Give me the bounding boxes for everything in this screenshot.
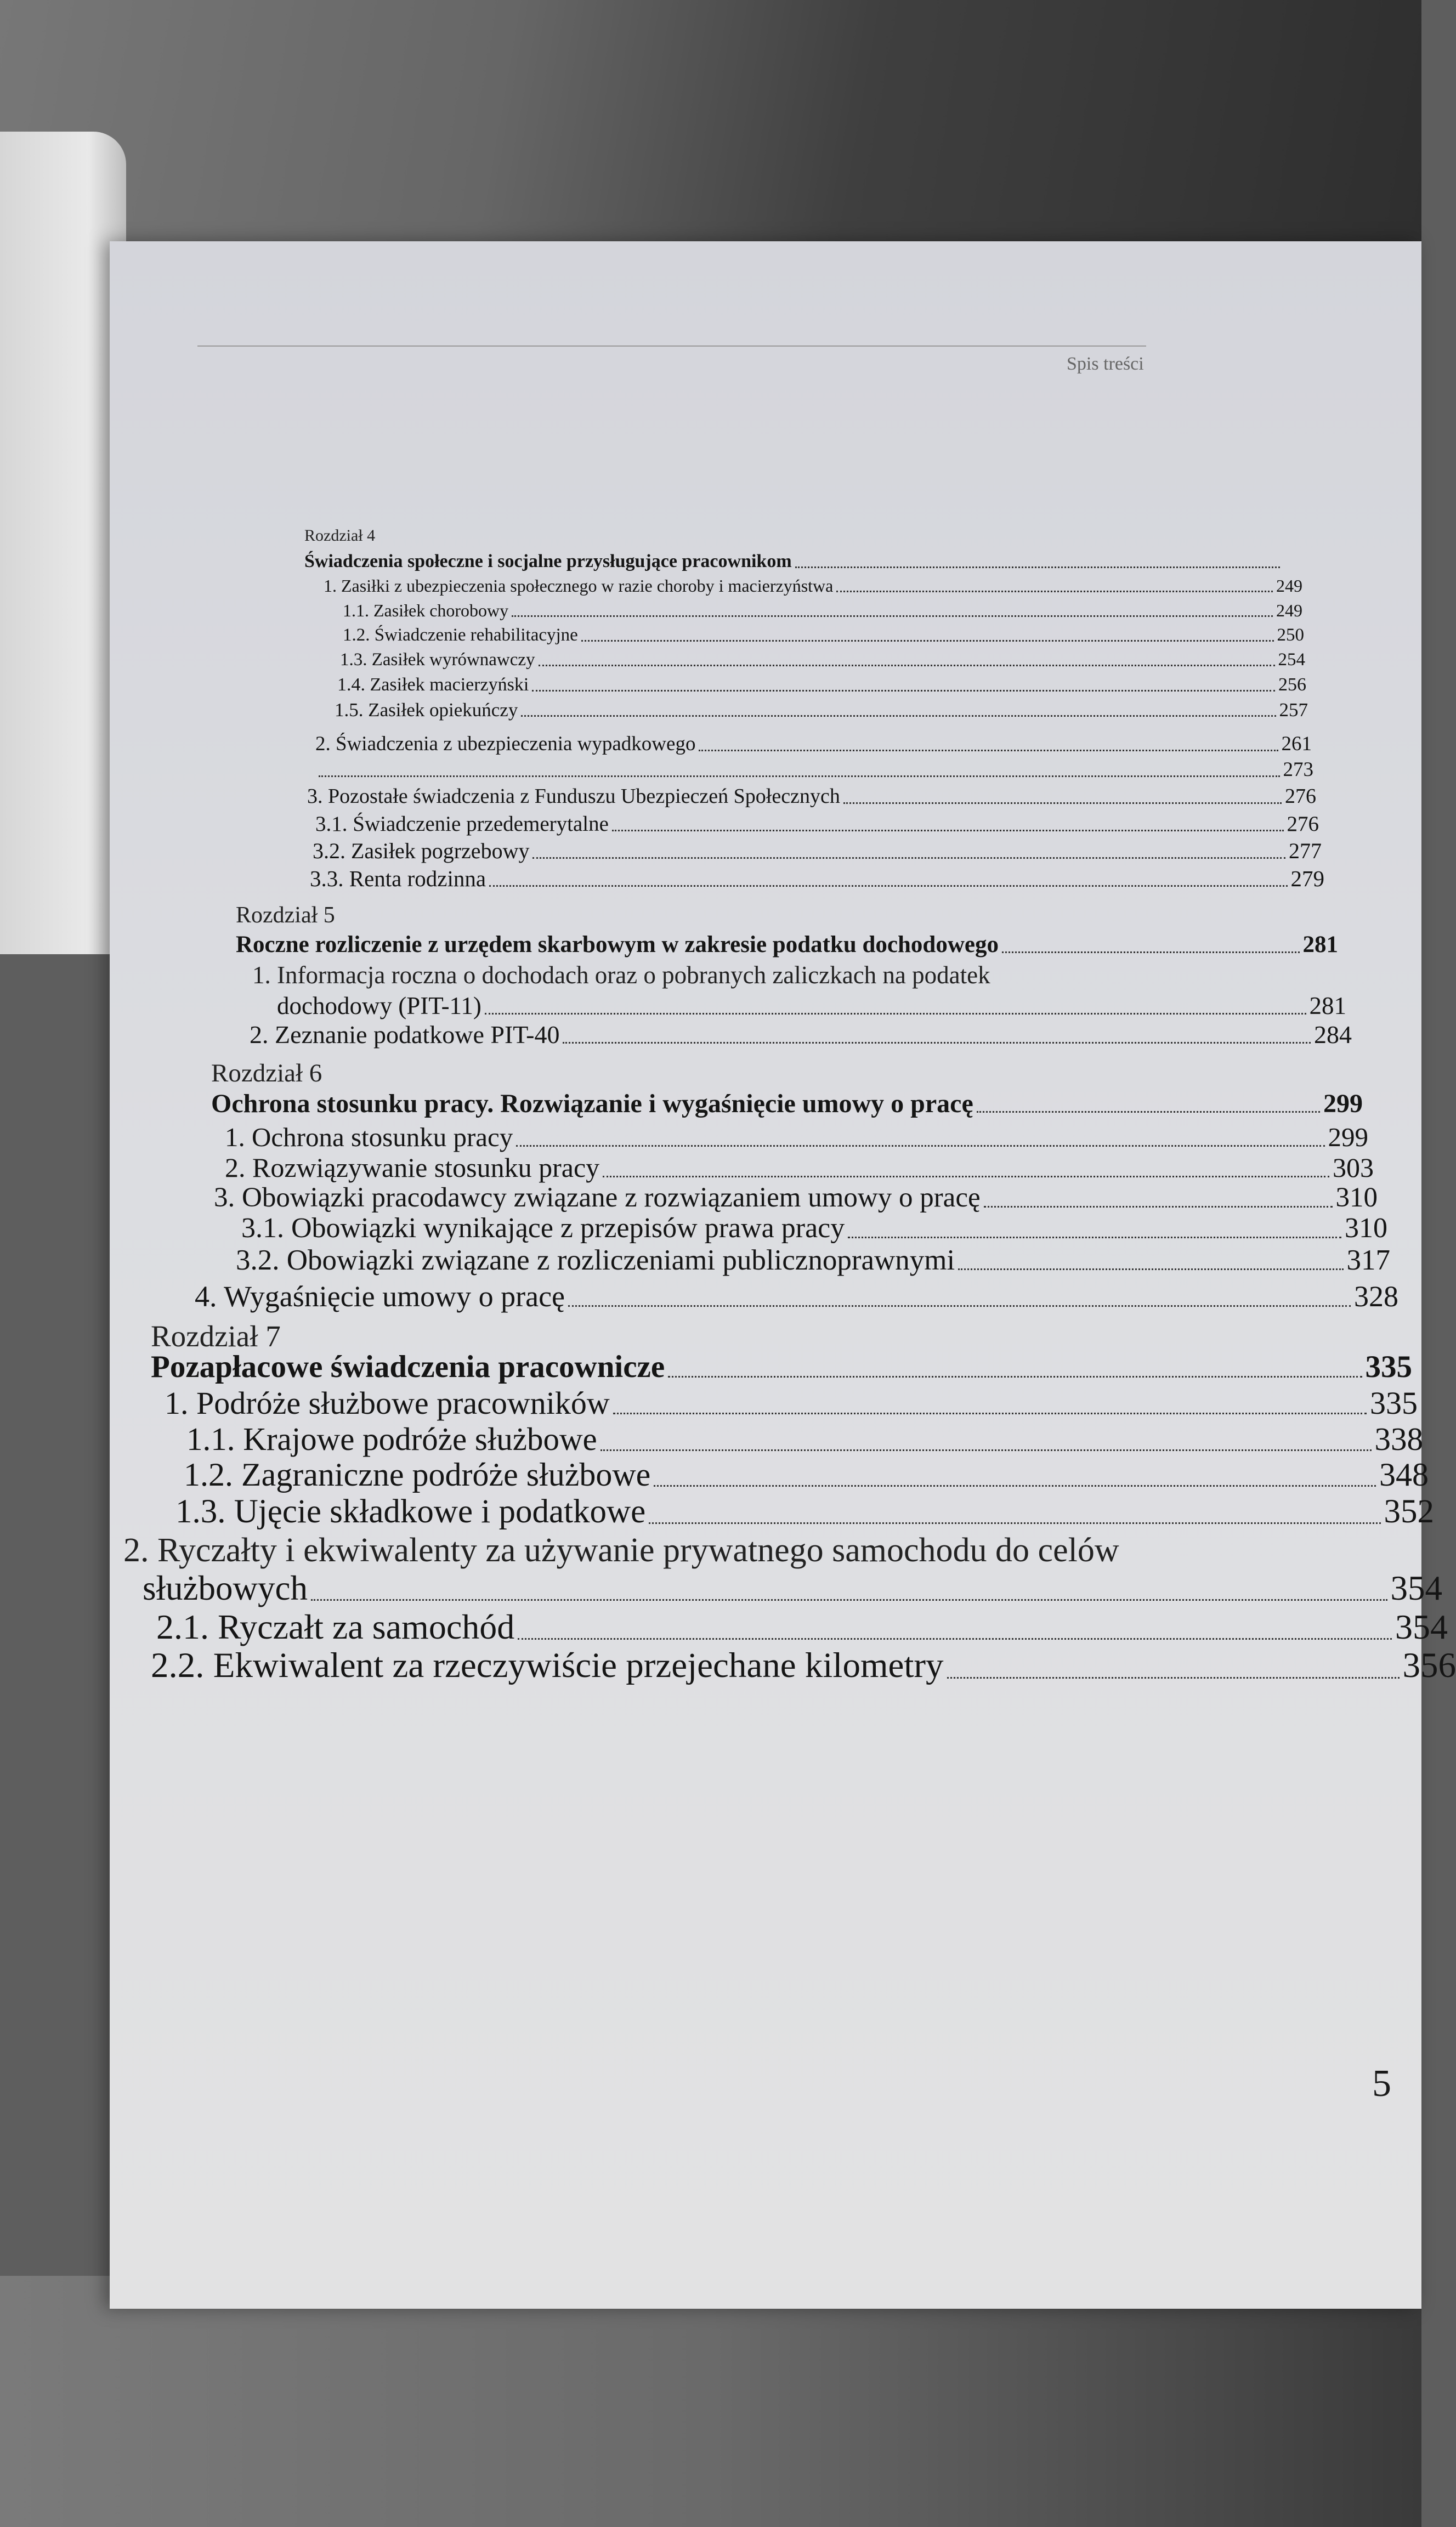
dot-leader xyxy=(581,640,1274,642)
toc-entry-text: 1. Ochrona stosunku pracy xyxy=(225,1122,513,1152)
toc-page-number: 310 xyxy=(1335,1182,1378,1213)
dot-leader xyxy=(319,775,1280,777)
toc-entry-text: 2. Zeznanie podatkowe PIT-40 xyxy=(250,1021,560,1049)
toc-page-number: 257 xyxy=(1279,699,1308,721)
toc-page-number: 281 xyxy=(1302,932,1338,957)
dot-leader xyxy=(649,1522,1380,1524)
background-bottom xyxy=(0,2276,1421,2527)
table-of-contents xyxy=(110,241,1456,2309)
dot-leader xyxy=(603,1176,1329,1177)
toc-entry xyxy=(343,625,1304,645)
previous-page-edge xyxy=(0,132,126,954)
toc-entry xyxy=(310,865,1324,892)
chapter-label: Rozdział 5 xyxy=(236,903,335,928)
toc-page-number: 354 xyxy=(1395,1607,1448,1646)
dot-leader xyxy=(843,802,1282,804)
chapter-label: Rozdział 7 xyxy=(151,1319,281,1353)
dot-leader xyxy=(311,1599,1387,1601)
toc-page-number: 348 xyxy=(1379,1457,1429,1493)
dot-leader xyxy=(795,566,1280,568)
toc-page-number: 354 xyxy=(1390,1569,1442,1607)
toc-page-number: 273 xyxy=(1283,758,1313,781)
toc-entry xyxy=(337,675,1306,695)
toc-page-number: 261 xyxy=(1281,733,1312,755)
toc-page-number: 299 xyxy=(1328,1122,1368,1152)
toc-entry xyxy=(313,838,1322,864)
dot-leader xyxy=(563,1042,1311,1044)
toc-entry xyxy=(324,576,1302,596)
toc-entry xyxy=(307,784,1316,808)
toc-entry-text: 3. Obowiązki pracodawcy związane z rozwiązaniem umowy o pracę xyxy=(214,1182,981,1213)
toc-page-number: 356 xyxy=(1402,1646,1456,1685)
toc-page-number: 256 xyxy=(1278,675,1306,695)
dot-leader xyxy=(600,1449,1372,1451)
toc-page-number: 338 xyxy=(1374,1421,1423,1457)
toc-entry xyxy=(195,1279,1398,1313)
toc-page-number: 284 xyxy=(1314,1021,1352,1049)
toc-entry xyxy=(335,699,1308,721)
toc-entry-text: 1.3. Zasiłek wyrównawczy xyxy=(340,650,535,670)
toc-entry xyxy=(340,650,1305,670)
toc-entry xyxy=(184,1456,1429,1494)
toc-page-number: 335 xyxy=(1370,1385,1418,1421)
toc-entry-text: Pozapłacowe świadczenia pracownicze xyxy=(151,1350,665,1384)
toc-entry xyxy=(315,812,1319,836)
toc-entry-text: Roczne rozliczenie z urzędem skarbowym w zakresie podatku dochodowego xyxy=(236,932,999,957)
toc-entry-text: 3.2. Zasiłek pogrzebowy xyxy=(313,838,530,863)
toc-entry-text: 3.1. Świadczenie przedemerytalne xyxy=(315,812,609,836)
dot-leader xyxy=(699,750,1278,751)
toc-page-number: 250 xyxy=(1277,625,1304,645)
dot-leader xyxy=(612,830,1284,831)
toc-entry xyxy=(214,1182,1378,1214)
toc-entry xyxy=(241,1212,1387,1244)
book-page xyxy=(110,241,1456,2309)
toc-page-number: 352 xyxy=(1384,1493,1434,1530)
dot-leader xyxy=(836,591,1273,592)
toc-page-number: 281 xyxy=(1309,992,1346,1019)
toc-page-number: 277 xyxy=(1289,838,1322,863)
toc-entry-text: 2. Ryczałty i ekwiwalenty za używanie prywatnego samochodu do celów xyxy=(123,1532,1119,1569)
toc-entry-text: Świadczenia społeczne i socjalne przysługujące pracownikom xyxy=(304,551,792,571)
toc-entry xyxy=(277,991,1346,1020)
toc-page-number: 249 xyxy=(1276,576,1302,596)
toc-entry-text: 2.2. Ekwiwalent za rzeczywiście przejechane kilometry xyxy=(151,1646,944,1685)
toc-entry-text: 1.1. Zasiłek chorobowy xyxy=(343,600,509,620)
page-number: 5 xyxy=(1372,2063,1391,2105)
dot-leader xyxy=(568,1305,1351,1307)
dot-leader xyxy=(521,715,1276,717)
chapter-title-entry xyxy=(304,551,1283,572)
dot-leader xyxy=(539,665,1275,666)
dot-leader xyxy=(489,885,1287,887)
toc-entry xyxy=(343,600,1302,621)
dot-leader xyxy=(977,1111,1320,1113)
toc-page-number: 276 xyxy=(1285,785,1316,808)
dot-leader xyxy=(516,1145,1324,1147)
toc-entry-text: 1.2. Zagraniczne podróże służbowe xyxy=(184,1457,651,1493)
dot-leader xyxy=(947,1677,1400,1679)
toc-page-number: 328 xyxy=(1354,1280,1398,1313)
toc-entry-text: 1.2. Świadczenie rehabilitacyjne xyxy=(343,625,578,645)
toc-entry-text: 1. Informacja roczna o dochodach oraz o pobranych zaliczkach na podatek xyxy=(252,961,990,989)
dot-leader xyxy=(518,1638,1392,1640)
toc-entry-text: 3.3. Renta rodzinna xyxy=(310,866,486,891)
toc-entry-text: 2.1. Ryczałt za samochód xyxy=(156,1607,515,1646)
toc-entry-text: 1.1. Krajowe podróże służbowe xyxy=(186,1421,597,1457)
chapter-title-entry xyxy=(236,931,1338,958)
toc-entry xyxy=(315,732,1312,756)
toc-entry xyxy=(225,1121,1368,1153)
toc-page-number: 303 xyxy=(1333,1152,1374,1183)
toc-page-number: 310 xyxy=(1345,1212,1387,1244)
toc-entry-text: 1.4. Zasiłek macierzyński xyxy=(337,675,529,695)
toc-page-number: 254 xyxy=(1278,650,1305,670)
toc-entry xyxy=(236,1244,1390,1277)
dot-leader xyxy=(654,1485,1376,1487)
toc-entry xyxy=(315,758,1313,781)
dot-leader xyxy=(532,690,1275,692)
toc-entry-text: służbowych xyxy=(143,1569,308,1607)
toc-page-number: 249 xyxy=(1276,600,1302,620)
dot-leader xyxy=(512,615,1273,617)
toc-entry-text: 1.5. Zasiłek opiekuńczy xyxy=(335,699,518,721)
dot-leader xyxy=(1002,951,1300,953)
toc-entry xyxy=(175,1493,1434,1531)
dot-leader xyxy=(532,857,1285,859)
dot-leader xyxy=(848,1237,1341,1238)
toc-page-number: 335 xyxy=(1365,1350,1412,1384)
toc-entry xyxy=(225,1152,1374,1183)
toc-entry xyxy=(151,1645,1456,1686)
dot-leader xyxy=(984,1206,1333,1208)
toc-entry xyxy=(165,1385,1418,1421)
toc-entry xyxy=(156,1607,1448,1647)
toc-entry xyxy=(250,1020,1352,1049)
dot-leader xyxy=(668,1376,1362,1378)
toc-entry-text: 3.1. Obowiązki wynikające z przepisów prawa pracy xyxy=(241,1212,845,1244)
toc-entry-text: Ochrona stosunku pracy. Rozwiązanie i wygaśnięcie umowy o pracę xyxy=(211,1089,973,1118)
dot-leader xyxy=(485,1013,1306,1015)
toc-entry xyxy=(186,1420,1423,1458)
toc-page-number: 299 xyxy=(1323,1089,1363,1118)
dot-leader xyxy=(958,1268,1343,1270)
toc-entry-text: 1. Podróże służbowe pracowników xyxy=(165,1385,610,1421)
toc-entry-text: 4. Wygaśnięcie umowy o pracę xyxy=(195,1280,565,1313)
toc-entry-text: 1. Zasiłki z ubezpieczenia społecznego w razie choroby i macierzyństwa xyxy=(324,576,834,596)
toc-entry xyxy=(143,1568,1442,1608)
chapter-title-entry xyxy=(211,1089,1363,1119)
toc-page-number: 279 xyxy=(1290,866,1324,891)
chapter-label: Rozdział 4 xyxy=(304,526,376,545)
toc-entry-text: dochodowy (PIT-11) xyxy=(277,992,481,1019)
toc-page-number: 317 xyxy=(1346,1244,1390,1276)
toc-page-number: 276 xyxy=(1287,812,1319,836)
toc-entry-text: 2. Świadczenia z ubezpieczenia wypadkowego xyxy=(315,733,696,755)
toc-entry-text: 2. Rozwiązywanie stosunku pracy xyxy=(225,1152,600,1183)
running-head: Spis treści xyxy=(1067,354,1144,374)
toc-entry-text: 1.3. Ujęcie składkowe i podatkowe xyxy=(175,1493,646,1530)
chapter-title-entry xyxy=(151,1349,1412,1385)
chapter-label: Rozdział 6 xyxy=(211,1059,322,1087)
toc-entry-text: 3. Pozostałe świadczenia z Funduszu Ubezpieczeń Społecznych xyxy=(307,785,840,808)
dot-leader xyxy=(613,1413,1367,1414)
toc-entry-text: 3.2. Obowiązki związane z rozliczeniami publicznoprawnymi xyxy=(236,1244,955,1276)
